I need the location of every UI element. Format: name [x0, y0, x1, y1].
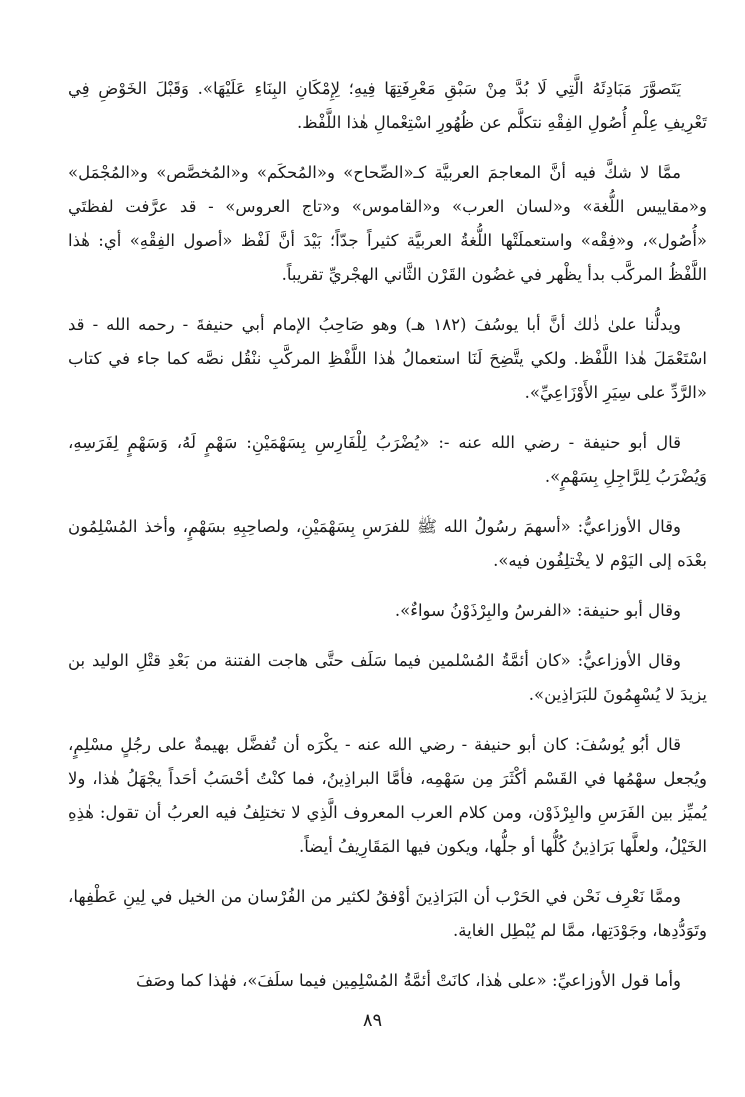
paragraph-3: ويدلُّنا علىٰ ذٰلك أنَّ أبا يوسُفَ (١٨٢ هـ) وهو صَاحِبُ الإمام أبي حنيفةَ - رحمه الله - قد اسْتَعْمَلَ هٰذا اللَّفْظ. ولكي يتَّضِحَ لَنَا استعمالُ هٰذا اللَّفْظِ المركَّبِ ننْقُل نصَّه كما جاء في كتاب «الرَّدِّ على سِيَرِ الأَوْزَاعِيِّ». — [68, 315, 707, 402]
paragraph-7: وقال الأوزاعيُّ: «كان أئمَّةُ المُسْلمين فيما سَلَف حتَّى هاجت الفتنة من بَعْدِ قتْلِ الوليد بن يزيدَ لا يُسْهِمُونَ للبَرَاذِين». — [68, 651, 707, 704]
paragraph-6: وقال أبو حنيفة: «الفرسُ والبِرْذَوْنُ سواءٌ». — [394, 601, 681, 620]
paragraph-10: وأما قول الأوزاعيِّ: «على هٰذا، كانَتْ أئمَّةُ المُسْلِمِين فيما سلَفَ»، فهٰذا كما وصَفَ — [136, 971, 681, 990]
paragraph-9: وممَّا نَعْرِف نَحْن في الحَرْب أن البَرَاذِينَ أوْفقُ لكثير من الفُرْسان من الخيل في لِينِ عَطْفِها، وتَوَدُّدِها، وجَوْدَتِها، ممَّا لم يُبْطِل الغاية. — [68, 887, 707, 940]
paragraph-5: وقال الأوزاعيُّ: «أسهمَ رسُولُ الله ﷺ للفرَسِ بِسَهْمَيْنِ، ولصاحِبِهِ بسَهْمٍ، وأخذ المُسْلِمُون بعْدَه إلى اليَوْم لا يخْتلِفُون فيه». — [68, 517, 707, 570]
paragraph-4: قال أبو حنيفة - رضي الله عنه -: «يُضْرَبُ لِلْفَارِسِ بِسَهْمَيْنِ: سَهْمٍ لَهُ، وَسَهْمٍ لِفَرَسِهِ، وَيُضْرَبُ لِلرَّاجِلِ بِسَهْمٍ». — [68, 433, 707, 486]
paragraph-8: قال أبُو يُوسُفَ: كان أبو حنيفة - رضي الله عنه - يكْرَه أن تُفضَّل بهيمةٌ على رجُلٍ مسْلِمٍ، ويُجعل سهْمُها في القَسْم أكْثَرَ مِن سَهْمِه، فأمَّا البراذِينُ، فما كنْتُ أحْسَبُ أحَداً يجْهَلُ هٰذا، ولا يُميِّز بين الفَرَسِ والبِرْذَوْن، ومن كلام العرب المعروف الَّذِي لا تختلِفُ فيه العربُ أن تقول: هٰذِهِ الخَيْلُ، ولعلَّها بَرَاذِينُ كُلُّها أو جلُّها، ويكون فيها المَقَارِيفُ أيضاً. — [68, 735, 707, 856]
paragraph-1: يَتَصوَّرَ مَبَادِئَهُ الَّتِي لَا بُدَّ مِنْ سَبْقِ مَعْرِفَتِهَا فِيهِ؛ لِإِمْكَانِ البِنَاءِ عَلَيْهَا». وَقَبْلَ الخَوْضِ فِي تَعْرِيفِ عِلْمِ أُصُولِ الفِقْهِ نتكلَّم عن ظُهُورِ اسْتِعْمالِ هٰذا اللَّفْظ. — [68, 79, 707, 132]
page-number: ٨٩ — [362, 1010, 383, 1031]
book-page-body — [68, 72, 707, 998]
paragraph-2: ممَّا لا شكَّ فيه أنَّ المعاجمَ العربيَّة كـ«الصِّحاح» و«المُحكَم» و«المُخصَّص» و«المُجْمَل» و«مقاييس اللُّغة» و«لسان العرب» و«القاموس» و«تاج العروس» - قد عرَّفت لفظتَي «أُصُول»، و«فِقْه» واستعملَتْها اللُّغةُ العربيَّة كثيراً جدّاً؛ بَيْدَ أنَّ لَفْظ «أصول الفِقْهِ» أي: هٰذا اللَّفْظُ المركَّب بدأ يظْهر في غضُون القَرْن الثَّاني الهجْريِّ تقريباً. — [68, 163, 707, 284]
